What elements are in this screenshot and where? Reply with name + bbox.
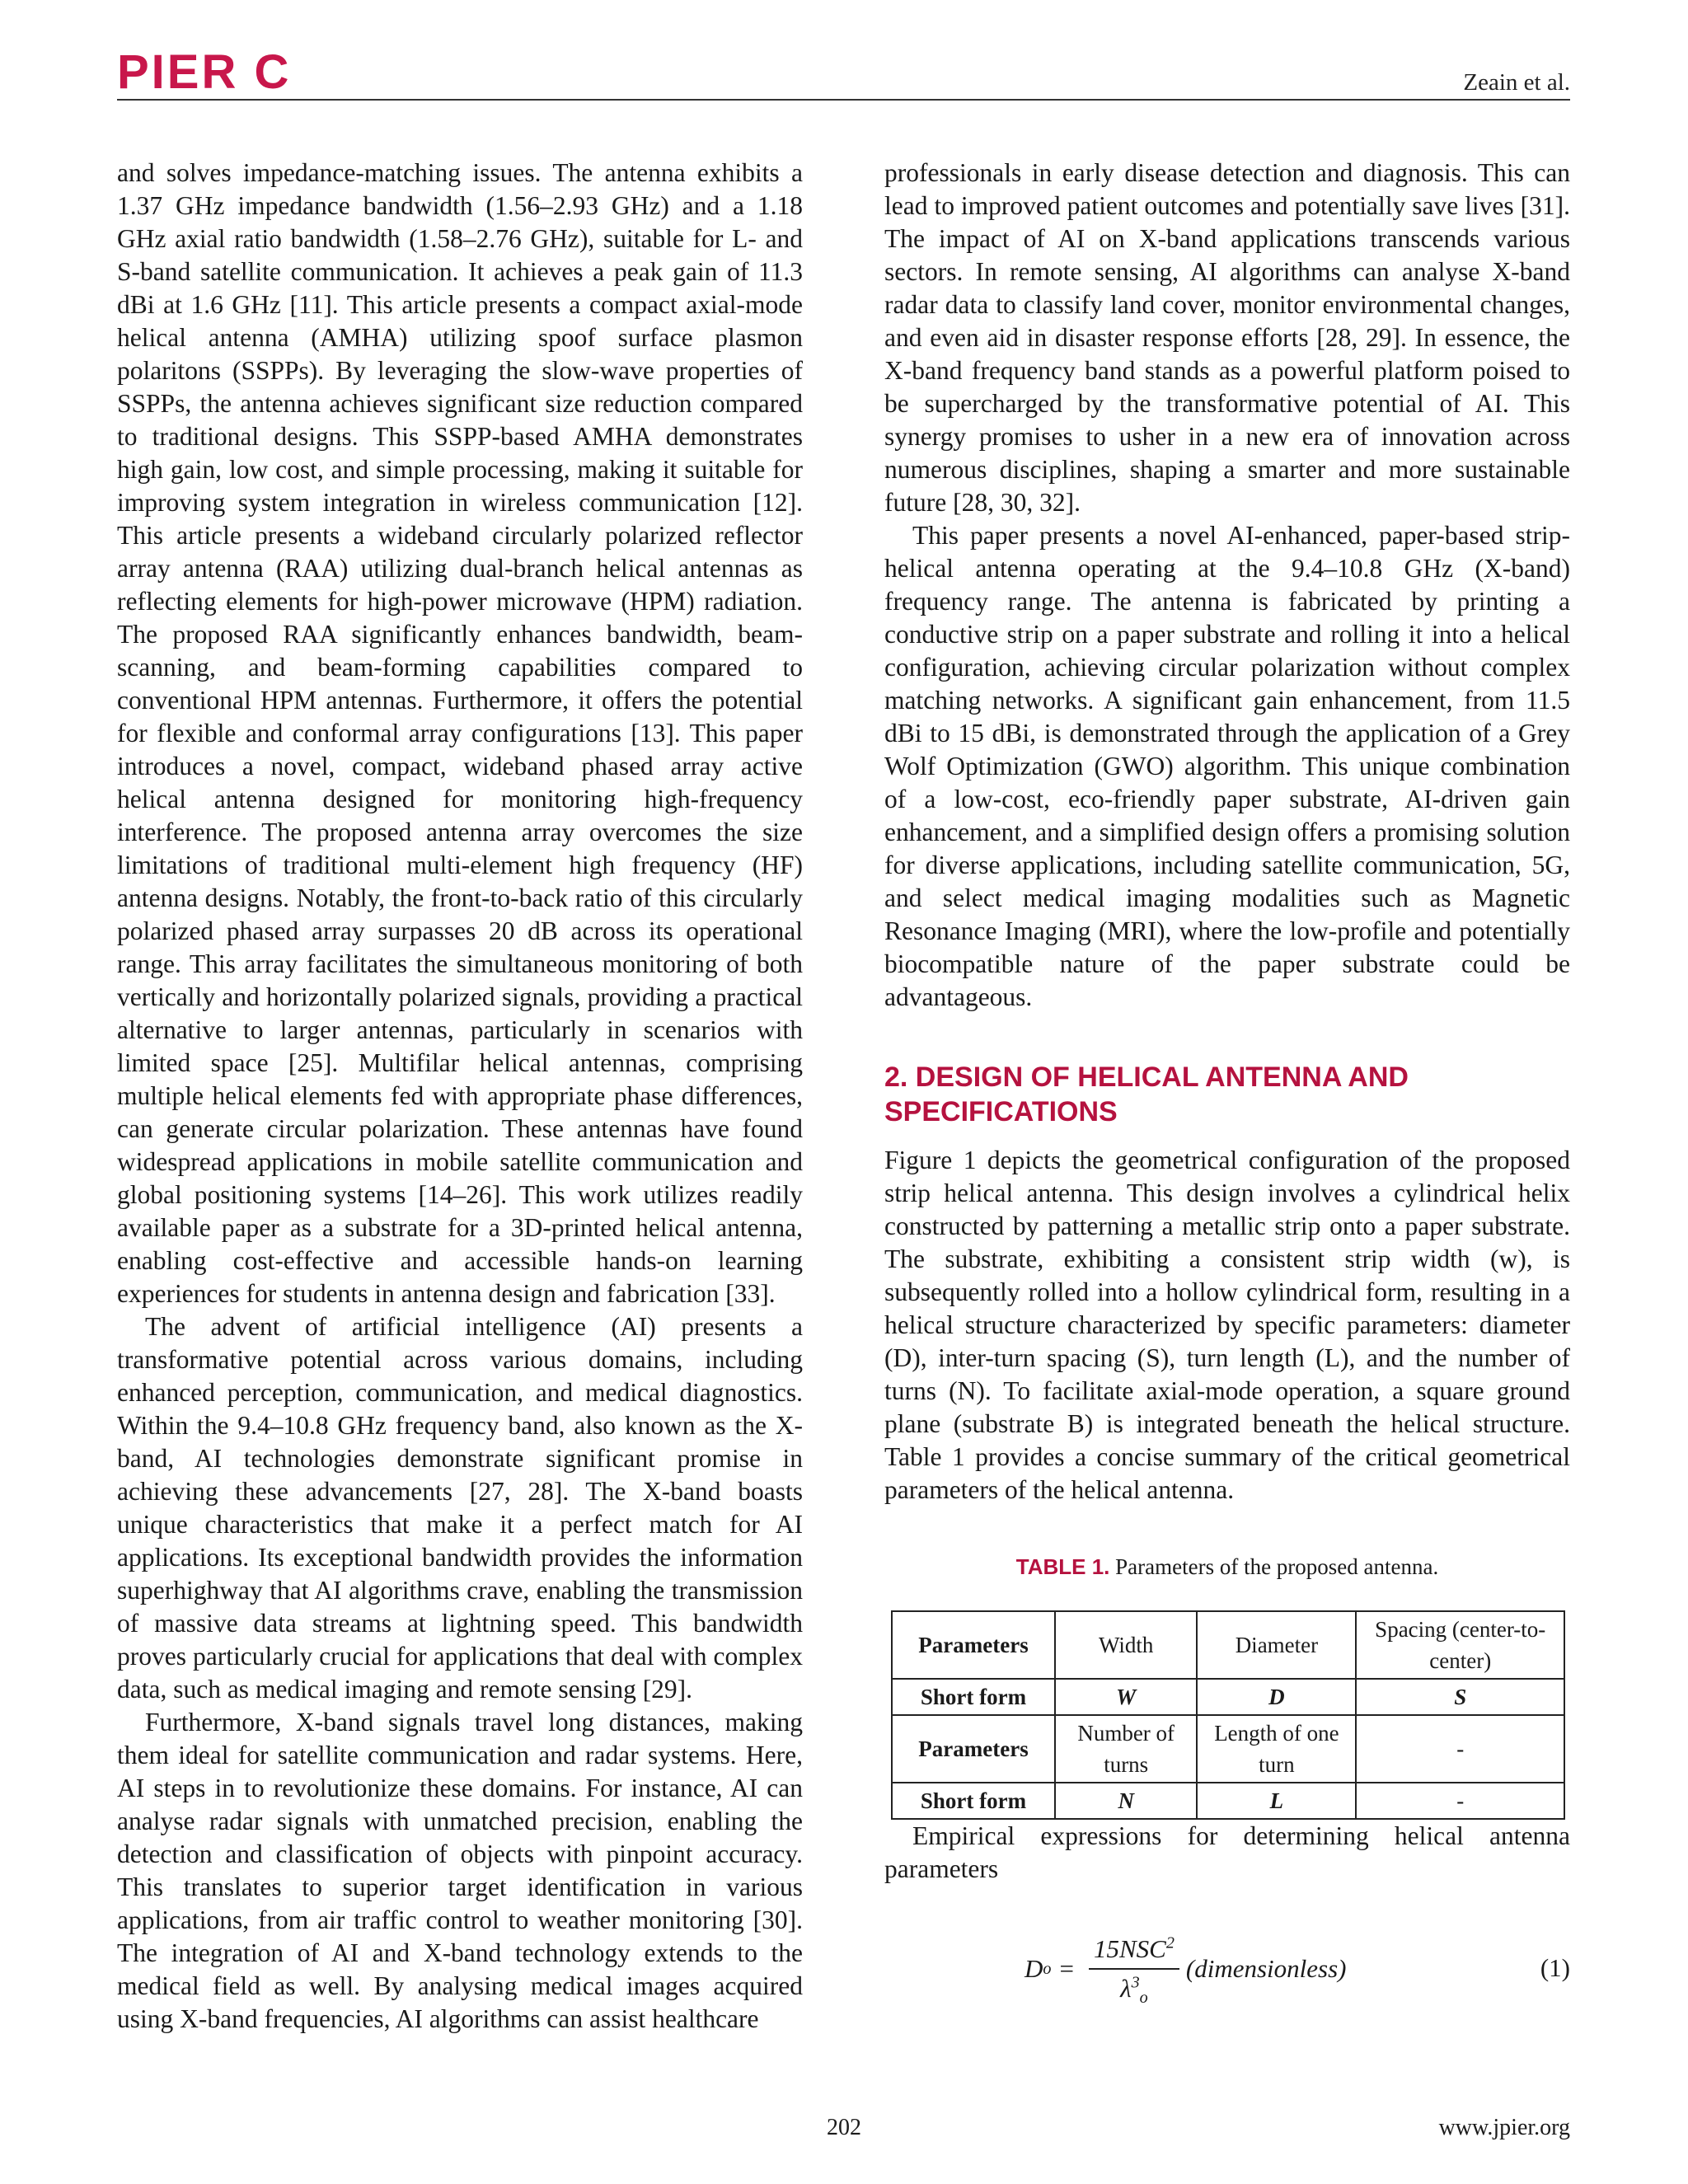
table-cell: Length of one turn xyxy=(1197,1715,1356,1783)
table-cell: Parameters xyxy=(892,1715,1055,1783)
equation-fraction xyxy=(1089,1933,1179,2008)
table-cell: Short form xyxy=(892,1679,1055,1715)
equation-body: D o = $\frac{15NSC^2}{\lambda^3_o}$ (dimensionless) xyxy=(1025,1933,1347,2008)
table-cell: Diameter xyxy=(1197,1611,1356,1679)
table-cell: S xyxy=(1356,1679,1564,1715)
equation-lhs: D xyxy=(1025,1954,1043,1983)
equation-denominator-text: λ xyxy=(1120,1974,1132,2003)
equation-denominator xyxy=(1120,1970,1148,2008)
header-rule xyxy=(117,99,1570,101)
table-caption xyxy=(884,1553,1570,1581)
table-cell: Parameters xyxy=(892,1611,1055,1679)
parameters-table xyxy=(891,1610,1565,1820)
equation-1 xyxy=(884,1917,1570,2024)
table-row xyxy=(892,1611,1564,1679)
table-cell: Number of turns xyxy=(1055,1715,1197,1783)
journal-logo: PIER C xyxy=(117,45,292,99)
table-cell: Width xyxy=(1055,1611,1197,1679)
equation-equals: = xyxy=(1059,1954,1074,1983)
table-caption-label: TABLE 1. xyxy=(1015,1554,1110,1579)
table-row xyxy=(892,1783,1564,1819)
section-paragraph: Figure 1 depicts the geometrical configuration of the proposed strip helical antenna. This design involves a cylindrical helix constructed by patterning a metallic strip onto a paper substrate. The substrate, exhibiting a consistent strip width (w), is subsequently rolled into a hollow cylindrical form, resulting in a helical structure characterized by specific parameters: diameter (D), inter-turn spacing (S), turn length (L), and the number of turns (N). To facilitate axial-mode operation, a square ground plane (substrate B) is integrated beneath the helical structure. Table 1 provides a concise summary of the critical geometrical parameters of the helical antenna. xyxy=(884,1146,1570,1504)
table-cell: L xyxy=(1197,1783,1356,1819)
body-paragraph: professionals in early disease detection and diagnosis. This can lead to improved patient outcomes and potentially save lives [31]. The impact of AI on X-band applications transcends various sectors. In remote sensing, AI algorithms can analyse X-band radar data to classify land cover, monitor environmental changes, and even aid in disaster response efforts [28, 29]. In essence, the X-band frequency band stands as a powerful platform poised to be supercharged by the transformative potential of AI. This synergy promises to usher in a new era of innovation across numerous disciplines, shaping a smarter and more sustainable future [28, 30, 32]. xyxy=(884,158,1570,517)
right-column xyxy=(884,157,1570,2024)
body-paragraph: and solves impedance-matching issues. The antenna exhibits a 1.37 GHz impedance bandwidth (1.56–2.93 GHz) and a 1.18 GHz axial ratio bandwidth (1.58–2.76 GHz), suitable for L- and S-band satellite communication. It achieves a peak gain of 11.3 dBi at 1.6 GHz [11]. This article presents a compact axial-mode helical antenna (AMHA) utilizing spoof surface plasmon polaritons (SSPPs). By leveraging the slow-wave properties of SSPPs, the antenna achieves significant size reduction compared to traditional designs. This SSPP-based AMHA demonstrates high gain, low cost, and simple processing, making it suitable for improving system integration in wireless communication [12]. This article presents a wideband circularly polarized reflector array antenna (RAA) utilizing dual-branch helical antennas as reflecting elements for high-power microwave (HPM) radiation. The proposed RAA significantly enhances bandwidth, beam-scanning, and beam-forming capabilities compared to conventional HPM antennas. Furthermore, it offers the potential for flexible and conformal array configurations [13]. This paper introduces a novel, compact, wideband phased array active helical antenna designed for monitoring high-frequency interference. The proposed antenna array overcomes the size limitations of traditional multi-element high frequency (HF) antenna designs. Notably, the front-to-back ratio of this circularly polarized phased array surpasses 20 dB across its operational range. This array facilitates the simultaneous monitoring of both vertically and horizontally polarized signals, providing a practical alternative to larger antennas, particularly in scenarios with limited space [25]. Multifilar helical antennas, comprising multiple helical elements fed with appropriate phase differences, can generate circular polarization. These antennas have found widespread applications in mobile satellite communication and global positioning systems [14–26]. This work utilizes readily available paper as a substrate for a 3D-printed helical antenna, enabling cost-effective and accessible hands-on learning experiences for students in antenna design and fabrication [33]. xyxy=(117,158,803,1308)
body-paragraph: The advent of artificial intelligence (AI) presents a transformative potential across various domains, including enhanced perception, communication, and medical diagnostics. Within the 9.4–10.8 GHz frequency band, also known as the X-band, AI technologies demonstrate significant promise in achieving these advancements [27, 28]. The X-band boasts unique characteristics that make it a perfect match for AI applications. Its exceptional bandwidth provides the information superhighway that AI algorithms crave, enabling the transmission of massive data streams at lightning speed. This bandwidth proves particularly crucial for applications that deal with complex data, such as medical imaging and remote sensing [29]. xyxy=(117,1312,803,1704)
table-cell: W xyxy=(1055,1679,1197,1715)
table-cell: Short form xyxy=(892,1783,1055,1819)
left-column xyxy=(117,157,803,2036)
body-paragraph: This paper presents a novel AI-enhanced, paper-based strip-helical antenna operating at the 9.4–10.8 GHz (X-band) frequency range. The antenna is fabricated by printing a conductive strip on a paper substrate and rolling it into a helical configuration, achieving circular polarization without complex matching networks. A significant gain enhancement, from 11.5 dBi to 15 dBi, is demonstrated through the application of a Grey Wolf Optimization (GWO) algorithm. This unique combination of a low-cost, eco-friendly paper substrate, AI-driven gain enhancement, and a simplified design offers a promising solution for diverse applications, including satellite communication, 5G, and select medical imaging modalities such as Magnetic Resonance Imaging (MRI), where the low-profile and potentially biocompatible nature of the paper substrate could be advantageous. xyxy=(884,521,1570,1011)
page-header xyxy=(117,45,1570,99)
body-paragraph: Empirical expressions for determining helical antenna parameters xyxy=(884,1821,1570,1883)
table-row xyxy=(892,1679,1564,1715)
table-cell: N xyxy=(1055,1783,1197,1819)
table-row xyxy=(892,1715,1564,1783)
running-head-authors: Zeain et al. xyxy=(1463,69,1570,96)
equation-number: (1) xyxy=(1540,1953,1570,1982)
body-paragraph: Furthermore, X-band signals travel long distances, making them ideal for satellite communication and radar systems. Here, AI steps in to revolutionize these domains. For instance, AI can analyse radar signals with unmatched precision, enabling the detection and classification of objects with pinpoint accuracy. This translates to superior target identification in various applications, from air traffic control to weather monitoring [30]. The integration of AI and X-band technology extends to the medical field as well. By analysing medical images acquired using X-band frequencies, AI algorithms can assist healthcare xyxy=(117,1708,803,2033)
equation-numerator-text: 15NSC xyxy=(1093,1934,1166,1963)
table-cell: - xyxy=(1356,1715,1564,1783)
table-cell: D xyxy=(1197,1679,1356,1715)
section-heading: 2. DESIGN OF HELICAL ANTENNA AND SPECIFICATIONS xyxy=(884,1062,1409,1127)
table-cell: - xyxy=(1356,1783,1564,1819)
footer-url[interactable]: www.jpier.org xyxy=(1438,2115,1570,2140)
page-number: 202 xyxy=(827,2115,861,2140)
equation-numerator-exponent: 2 xyxy=(1165,1933,1175,1952)
equation-numerator xyxy=(1089,1933,1179,1970)
equation-unit: (dimensionless) xyxy=(1185,1954,1347,1983)
equation-denominator-exponent: 3 xyxy=(1131,1973,1140,1992)
equation-denominator-subscript: o xyxy=(1139,1989,1148,2008)
table-caption-text: Parameters of the proposed antenna. xyxy=(1115,1554,1439,1579)
table-cell: Spacing (center-to-center) xyxy=(1356,1611,1564,1679)
